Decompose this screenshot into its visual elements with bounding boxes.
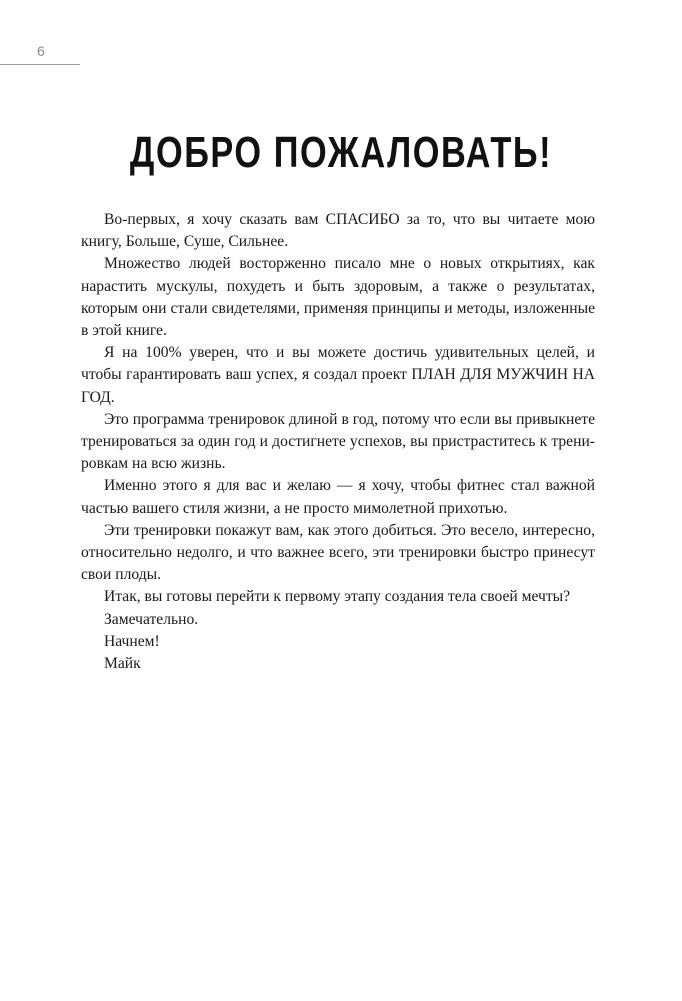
paragraph: Замечательно.	[104, 610, 199, 628]
paragraph: Множество людей восторженно писало мне о новых открытиях, как нарастить мускулы, похудеть и быть здоровым, а также о результатах, которым они стали свидетелями, применяя принципы и методы, изложенные в этой книге.	[81, 255, 595, 340]
body-text	[81, 209, 595, 675]
paragraph: Это программа тренировок длиной в год, потому что если вы привыкнете тренироваться за один год и достигнете успехов, вы пристраститесь к тренировкам на всю жизнь.	[81, 410, 595, 473]
signature: Майк	[104, 655, 141, 673]
paragraph: Во-первых, я хочу сказать вам СПАСИБО за то, что вы читаете мою книгу, Больше, Суше, Сильнее.	[81, 211, 595, 251]
paragraph: Начнем!	[104, 632, 160, 650]
paragraph: Я на 100% уверен, что и вы можете достичь удивительных целей, и чтобы гарантировать ваш успех, я создал проект ПЛАН ДЛЯ МУЖЧИН НА ГОД.	[81, 344, 595, 406]
page-title: ДОБРО ПОЖАЛОВАТЬ!	[129, 128, 553, 177]
paragraph: Итак, вы готовы перейти к первому этапу создания тела своей мечты?	[104, 588, 571, 606]
header-rule	[0, 64, 80, 65]
paragraph: Именно этого я для вас и желаю — я хочу, чтобы фитнес стал важной частью вашего стиля жизни, а не просто мимолетной прихотью.	[81, 477, 595, 517]
paragraph: Эти тренировки покажут вам, как этого добиться. Это весело, интересно, относительно недолго, и что важнее всего, эти тренировки быстро принесут свои плоды.	[81, 521, 595, 584]
page-number: 6	[37, 43, 46, 59]
